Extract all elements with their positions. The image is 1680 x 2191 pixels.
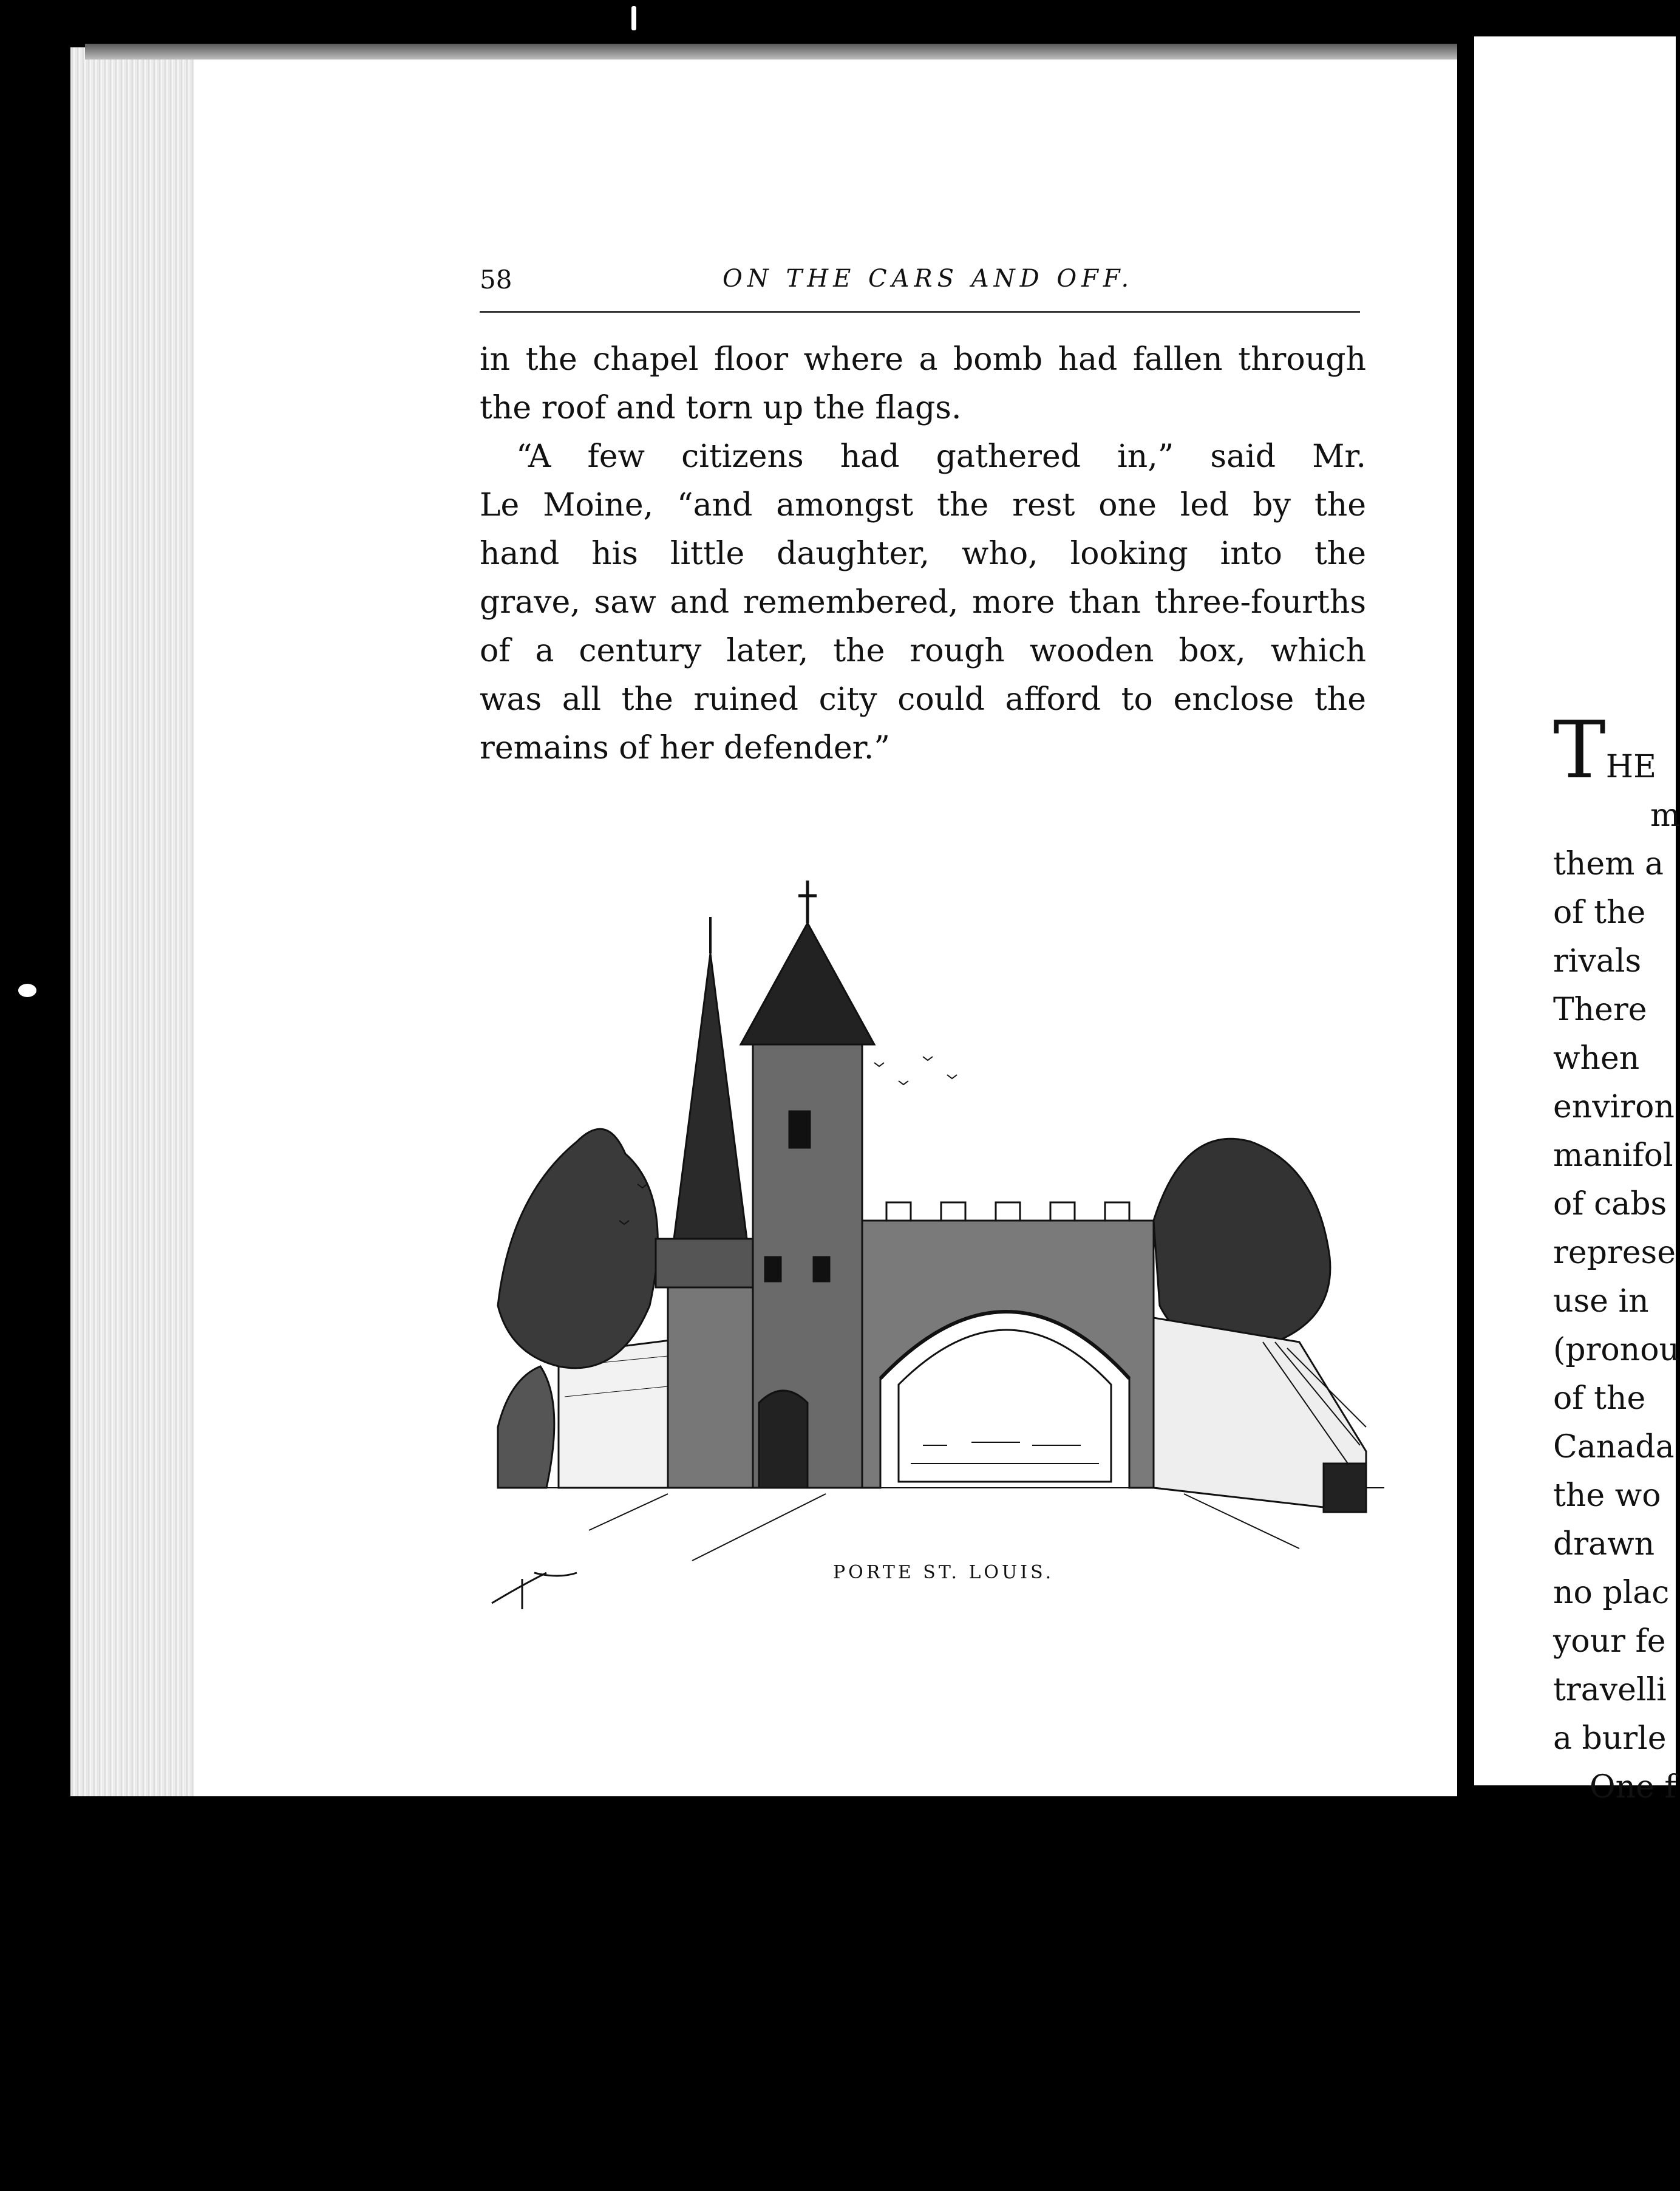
right-line: travelli (1553, 1672, 1667, 1708)
illustration-caption: PORTE ST. LOUIS. (833, 1562, 1055, 1583)
right-line: a burle (1553, 1720, 1667, 1757)
page-number: 58 (480, 265, 512, 295)
book-gutter (1457, 36, 1474, 1797)
page-edges (70, 47, 204, 1796)
text-line: grave, saw and remembered, more than three-fourths (480, 584, 1366, 621)
right-page-text (1553, 704, 1680, 1811)
right-line: environ (1553, 1089, 1675, 1125)
right-line: of cabs (1553, 1186, 1667, 1222)
right-line: use in (1553, 1283, 1649, 1320)
right-line: Canada (1553, 1429, 1675, 1465)
right-line: represe (1553, 1235, 1676, 1271)
page-top-shadow (85, 44, 1463, 60)
right-line: of the (1553, 894, 1646, 931)
running-head (480, 265, 1366, 301)
header-rule (480, 311, 1360, 313)
text-line: remains of her defender.” (480, 730, 890, 766)
right-line: manifol (1553, 1137, 1673, 1174)
right-line: There (1553, 992, 1647, 1028)
text-line: Le Moine, “and amongst the rest one led by the (480, 487, 1366, 523)
text-line: in the chapel floor where a bomb had fallen through (480, 341, 1366, 378)
text-line: hand his little daughter, who, looking into the (480, 536, 1366, 572)
right-first-line: HE (1605, 749, 1657, 785)
running-title: ON THE CARS AND OFF. (723, 265, 1134, 293)
right-line: your fe (1553, 1623, 1666, 1660)
right-line: One f (1590, 1769, 1676, 1805)
right-line: of the (1553, 1380, 1646, 1417)
right-line: m (1650, 797, 1680, 834)
right-line: the wo (1553, 1477, 1661, 1514)
text-line: was all the ruined city could afford to enclose the (480, 681, 1366, 718)
dust-speck (18, 984, 36, 997)
right-line: when (1553, 1040, 1640, 1077)
text-line: the roof and torn up the flags. (480, 390, 962, 426)
right-line: (pronou (1553, 1332, 1680, 1368)
right-line: drawn (1553, 1526, 1655, 1562)
right-line: no plac (1553, 1575, 1670, 1611)
right-line: rivals (1553, 943, 1642, 980)
right-line: them a (1553, 846, 1664, 882)
text-line: of a century later, the rough wooden box, which (480, 633, 1366, 669)
porte-st-louis-illustration (486, 881, 1384, 1609)
dust-speck (631, 6, 636, 30)
text-line: “A few citizens had gathered in,” said Mr. (516, 438, 1366, 475)
body-text (480, 335, 1366, 772)
drop-cap: T (1553, 704, 1606, 796)
